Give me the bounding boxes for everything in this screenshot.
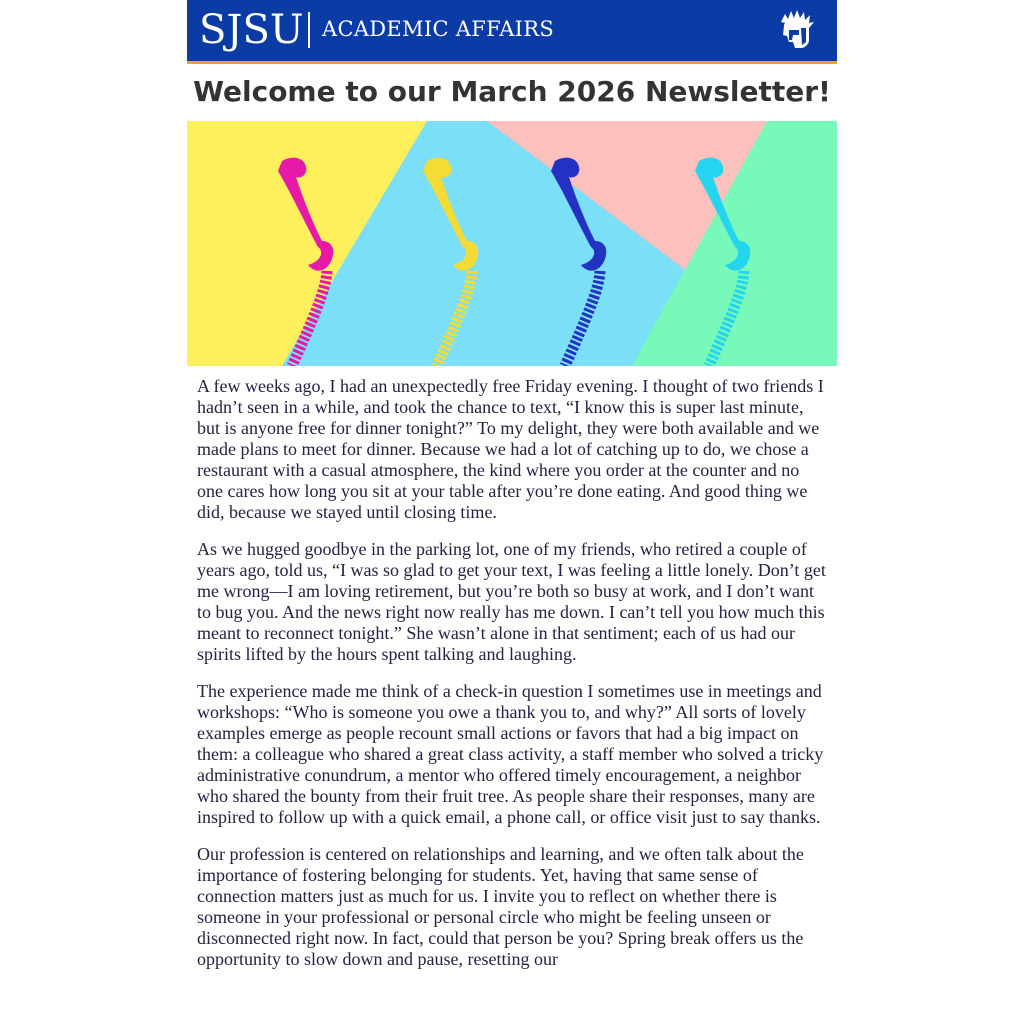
- page-title: Welcome to our March 2026 Newsletter!: [193, 75, 831, 108]
- article-body: [197, 376, 829, 986]
- sjsu-logo[interactable]: SJSU: [199, 7, 304, 53]
- hero-image: [187, 121, 837, 366]
- article-paragraph: As we hugged goodbye in the parking lot, one of my friends, who retired a couple of years ago, told us, “I was so glad to get your text, I was feeling a little lonely. Don’t get me wrong—I am loving retirement, but you’re both so busy at work, and I don’t want to bug you. And the news right now really has me down. I can’t tell you how much this meant to reconnect tonight.” She wasn’t alone in that sentiment; each of us had our spirits lifted by the hours spent talking and laughing.: [197, 539, 826, 664]
- logo-divider: [308, 12, 310, 48]
- newsletter: [187, 0, 837, 1024]
- article-paragraph: The experience made me think of a check-in question I sometimes use in meetings and workshops: “Who is someone you owe a thank you to, and why?” All sorts of lovely examples emerge as people recount small actions or favors that had a big impact on them: a colleague who shared a great class activity, a staff member who solved a tricky administrative conundrum, a mentor who offered timely encouragement, a neighbor who shared the bounty from their fruit tree. As people share their responses, many are inspired to follow up with a quick email, a phone call, or office visit just to say thanks.: [197, 681, 824, 827]
- spartan-helmet-icon: [775, 8, 817, 52]
- unit-name: ACADEMIC AFFAIRS: [322, 17, 555, 41]
- article-paragraph: A few weeks ago, I had an unexpectedly free Friday evening. I thought of two friends I hadn’t seen in a while, and took the chance to text, “I know this is super last minute, but is anyone free for dinner tonight?” To my delight, they were both available and we made plans to meet for dinner. Because we had a lot of catching up to do, we chose a restaurant with a casual atmosphere, the kind where you order at the counter and no one cares how long you sit at your table after you’re done eating. And good thing we did, because we stayed until closing time.: [197, 376, 824, 522]
- article-paragraph: Our profession is centered on relationships and learning, and we often talk about the importance of fostering belonging for students. Yet, having that same sense of connection matters just as much for us. I invite you to reflect on whether there is someone in your professional or personal circle who might be feeling unseen or disconnected right now. In fact, could that person be you? Spring break offers us the opportunity to slow down and pause, resetting our: [197, 844, 804, 969]
- masthead: [187, 0, 837, 64]
